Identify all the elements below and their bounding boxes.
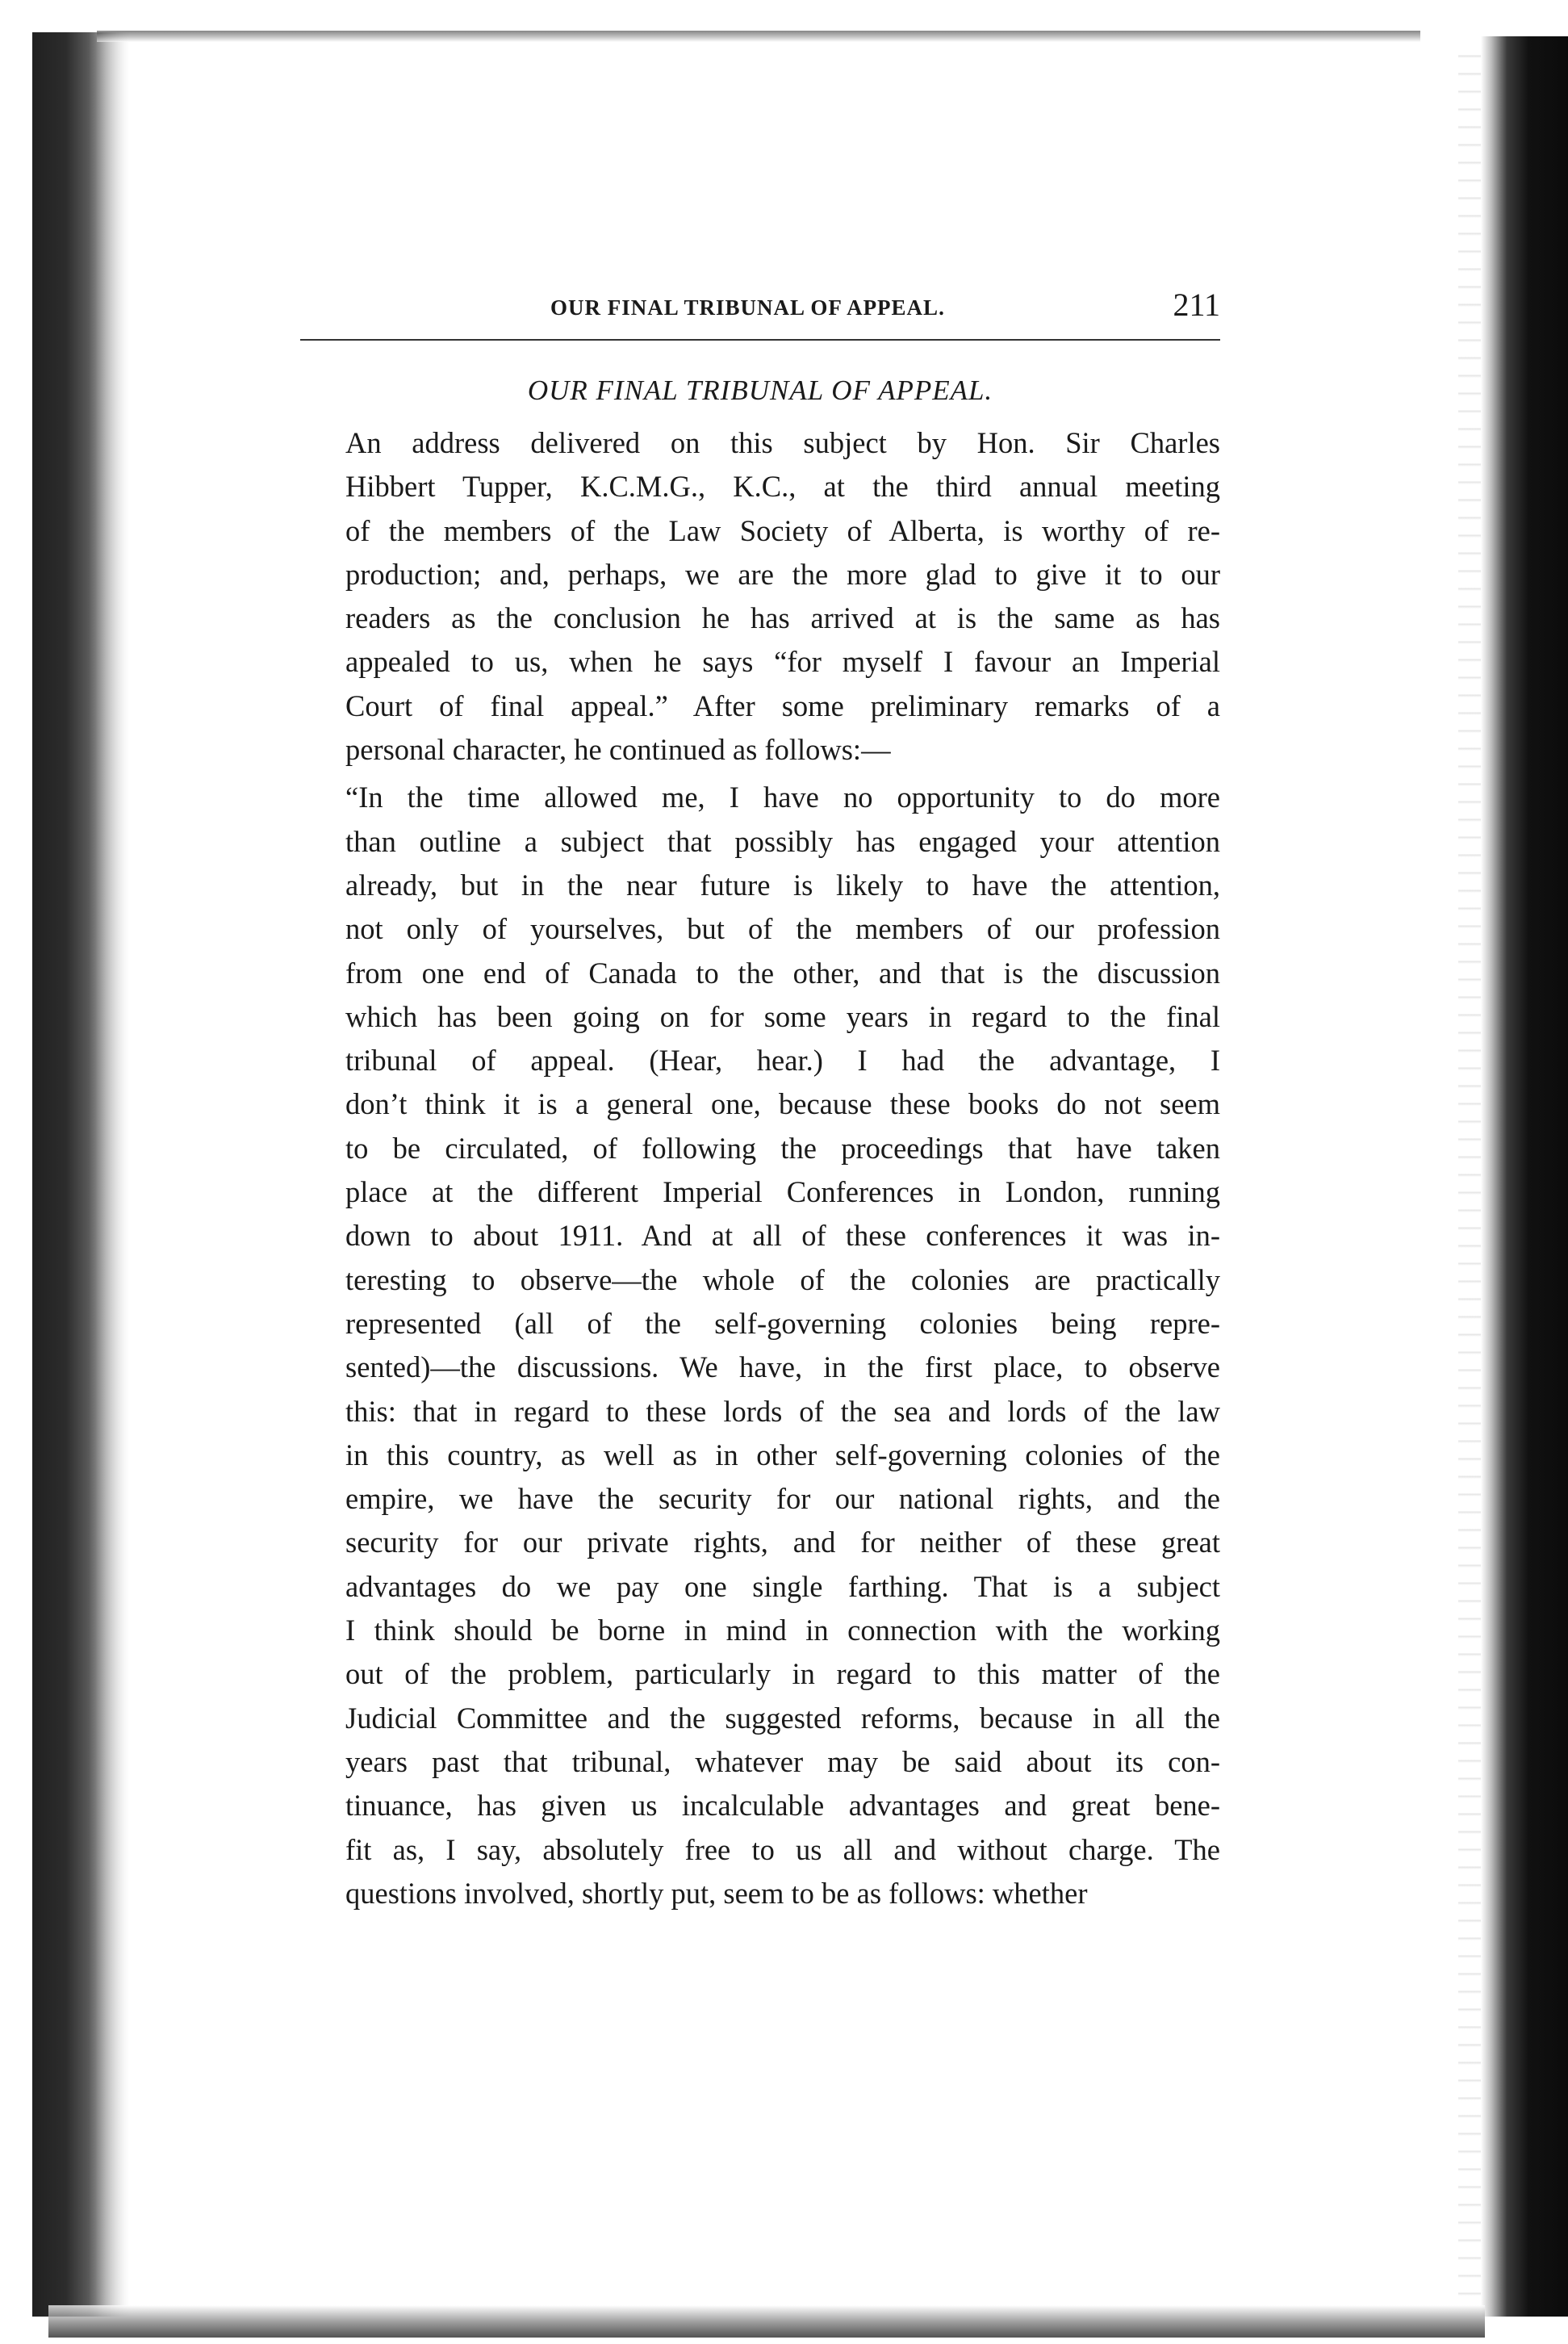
text-line: to be circulated, of following the proceedings that have taken [345,1131,1220,1165]
text-line: out of the problem, particularly in regard to this matter of the [345,1657,1220,1691]
text-line: don’t think it is a general one, because these books do not seem [345,1087,1220,1121]
text-line: fit as, I say, absolutely free to us all and without charge. The [345,1832,1220,1866]
text-line: “In the time allowed me, I have no opportunity to do more [345,781,1220,814]
text-line: teresting to observe—the whole of the colonies are practically [345,1262,1220,1296]
text-line: questions involved, shortly put, seem to be as follows: whether [345,1876,1088,1910]
scan-border-right-speckle [1458,40,1481,2308]
text-line: place at the different Imperial Conferences in London, running [345,1175,1220,1209]
article-title: OUR FINAL TRIBUNAL OF APPEAL. [527,375,993,406]
text-line: Court of final appeal.” After some preliminary remarks of a [345,689,1220,722]
scan-border-left-fade [89,32,145,2317]
text-line: security for our private rights, and for neither of these great [345,1526,1220,1559]
text-line: already, but in the near future is likely to have the attention, [345,868,1220,902]
scan-border-right [1481,36,1568,2317]
text-line: production; and, perhaps, we are the more glad to give it to our [345,557,1220,591]
text-line: this: that in regard to these lords of the sea and lords of the law [345,1394,1220,1428]
text-line: years past that tribunal, whatever may be said about its con- [345,1744,1220,1778]
article-paragraph [300,421,1220,772]
text-line: from one end of Canada to the other, and that is the discussion [345,956,1220,990]
article-paragraph [300,776,1220,1915]
article-body [300,421,1220,1915]
text-line: appealed to us, when he says “for myself I favour an Imperial [345,645,1220,679]
book-page [300,283,1220,1919]
text-line: than outline a subject that possibly has engaged your attention [345,824,1220,858]
text-line: in this country, as well as in other self-governing colonies of the [345,1438,1220,1471]
text-line: readers as the conclusion he has arrived at is the same as has [345,601,1220,635]
text-line: which has been going on for some years in regard to the final [345,999,1220,1033]
text-line: empire, we have the security for our national rights, and the [345,1482,1220,1516]
text-line: down to about 1911. And at all of these conferences it was in- [345,1219,1220,1253]
header-rule [300,339,1220,341]
text-line: not only of yourselves, but of the members of our profession [345,912,1220,946]
text-line: I think should be borne in mind in connection with the working [345,1614,1220,1647]
scan-border-top [97,31,1420,42]
text-line: An address delivered on this subject by Hon. Sir Charles [345,426,1220,459]
running-title: OUR FINAL TRIBUNAL OF APPEAL. [550,295,945,320]
text-line: of the members of the Law Society of Alberta, is worthy of re- [345,513,1220,547]
text-line: personal character, he continued as follows:— [345,733,891,767]
scan-border-bottom [48,2305,1485,2338]
text-line: Hibbert Tupper, K.C.M.G., K.C., at the third annual meeting [345,470,1220,504]
running-head [300,283,1220,331]
text-line: tribunal of appeal. (Hear, hear.) I had the advantage, I [345,1044,1220,1078]
text-line: advantages do we pay one single farthing. That is a subject [345,1569,1220,1603]
page-number: 211 [1173,287,1220,323]
text-line: Judicial Committee and the suggested reforms, because in all the [345,1701,1220,1735]
text-line: sented)—the discussions. We have, in the first place, to observe [345,1350,1220,1384]
text-line: represented (all of the self-governing colonies being repre- [345,1306,1220,1340]
text-line: tinuance, has given us incalculable advantages and great bene- [345,1789,1220,1823]
